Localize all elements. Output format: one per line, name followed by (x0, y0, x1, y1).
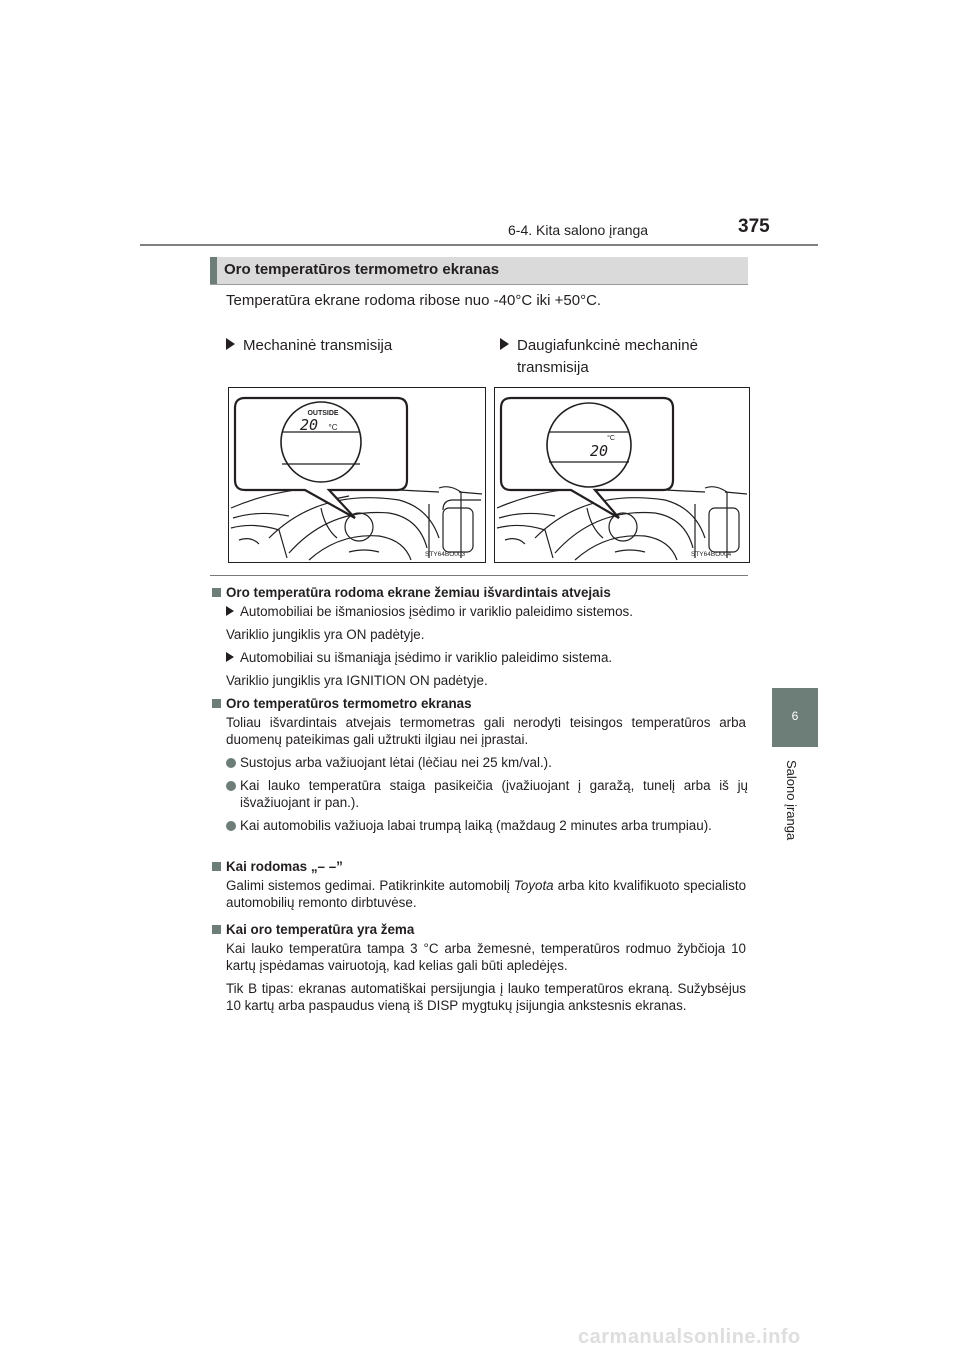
dot-bullet-icon (226, 758, 236, 768)
figure-right (494, 387, 750, 563)
note-heading (212, 858, 343, 875)
note-1-sub-1 (226, 603, 633, 620)
section-breadcrumb: 6-4. Kita salono įranga (508, 222, 649, 238)
dot-bullet-icon (226, 821, 236, 831)
note-1-heading: Oro temperatūra rodoma ekrane žemiau išvardintais atvejais (226, 585, 611, 600)
section-title: Oro temperatūros termometro ekranas (224, 261, 500, 278)
option-right (500, 335, 698, 379)
note-2-bullet-2-text: Kai lauko temperatūra staiga pasikeičia (įvažiuojant į garažą, tunelį arba iš jų išvažiuojant ir pan.). (240, 778, 748, 810)
note-1-sub-2 (226, 649, 612, 666)
option-left-label: Mechaninė transmisija (243, 337, 393, 354)
section-title-rule (210, 284, 748, 285)
note-3-heading: Kai rodomas „– –” (226, 859, 343, 874)
note-1-sub-2-label: Automobiliai su išmaniąja įsėdimo ir variklio paleidimo sistema. (240, 650, 613, 665)
note-4-paragraph-1: Kai lauko temperatūra tampa 3 °C arba žemesnė, temperatūros rodmuo žybčioja 10 kartų įspėdamas vairuotoją, kad kelias gali būti apledėjęs. (226, 941, 746, 973)
chapter-tab: 6 (772, 688, 818, 747)
chapter-label-text: Salono įranga (784, 760, 799, 841)
note-2-text: Toliau išvardintais atvejais termometras gali nerodyti teisingos temperatūros arba duomenų pateikimas gali užtrukti ilgiau nei įprastai. (226, 715, 746, 747)
intro-text: Temperatūra ekrane rodoma ribose nuo -40°C iki +50°C. (226, 292, 602, 309)
figure-code: STY64BO004 (691, 551, 732, 558)
square-bullet-icon (212, 925, 221, 934)
display-outside-label: OUTSIDE (307, 410, 339, 417)
watermark: carmanualsonline.info (578, 1326, 801, 1348)
note-3-text-before: Galimi sistemos gedimai. Patikrinkite automobilį (226, 878, 514, 893)
note-4-heading: Kai oro temperatūra yra žema (226, 922, 415, 937)
display-temperature: 20 (299, 416, 319, 434)
page-number: 375 (738, 216, 770, 237)
header-divider (140, 244, 818, 246)
option-right-label-2: transmisija (517, 359, 589, 376)
note-1-sub-2-text: Variklio jungiklis yra IGNITION ON padėtyje. (226, 673, 488, 688)
arrow-right-icon (500, 338, 509, 350)
display-temperature: 20 (589, 442, 609, 460)
note-1-sub-1-label: Automobiliai be išmaniosios įsėdimo ir variklio paleidimo sistemos. (240, 604, 633, 619)
note-2-bullet-2 (226, 777, 748, 811)
note-heading (212, 921, 414, 938)
dot-bullet-icon (226, 781, 236, 791)
dashboard-illustration-left (229, 388, 485, 562)
figure-divider (210, 575, 748, 576)
note-2-bullet-1-text: Sustojus arba važiuojant lėtai (lėčiau nei 25 km/val.). (240, 755, 552, 770)
note-3-text (226, 877, 746, 911)
note-2-bullet-3-text: Kai automobilis važiuoja labai trumpą laiką (maždaug 2 minutes arba trumpiau). (240, 818, 712, 833)
note-2-bullet-1 (226, 754, 746, 771)
note-2-heading: Oro temperatūros termometro ekranas (226, 696, 472, 711)
note-heading (212, 695, 472, 712)
dashboard-illustration-right (495, 388, 749, 562)
note-2-bullet-3 (226, 817, 748, 834)
arrow-right-icon (226, 652, 234, 662)
chapter-label (784, 760, 804, 890)
note-1-sub-1-text: Variklio jungiklis yra ON padėtyje. (226, 627, 425, 642)
note-3-brand: Toyota (513, 878, 554, 893)
display-unit: °C (607, 435, 615, 442)
square-bullet-icon (212, 588, 221, 597)
note-4-paragraph-2: Tik B tipas: ekranas automatiškai persijungia į lauko temperatūros ekraną. Sužybsėjus 10 kartų arba paspaudus vieną iš DISP mygtukų įsijungia ankstesnis ekranas. (226, 981, 746, 1013)
section-title-accent (210, 257, 217, 284)
note-3-text-after: arba kito kvalifikuoto specialisto automobilių remonto dirbtuvėse. (226, 878, 747, 910)
arrow-right-icon (226, 606, 234, 616)
display-unit: °C (328, 423, 338, 432)
square-bullet-icon (212, 862, 221, 871)
option-left (226, 335, 392, 357)
figure-code: STY64BO003 (425, 551, 466, 558)
figure-left (228, 387, 486, 563)
arrow-right-icon (226, 338, 235, 350)
square-bullet-icon (212, 699, 221, 708)
note-heading (212, 584, 611, 601)
option-right-label-1: Daugiafunkcinė mechaninė (517, 337, 698, 354)
